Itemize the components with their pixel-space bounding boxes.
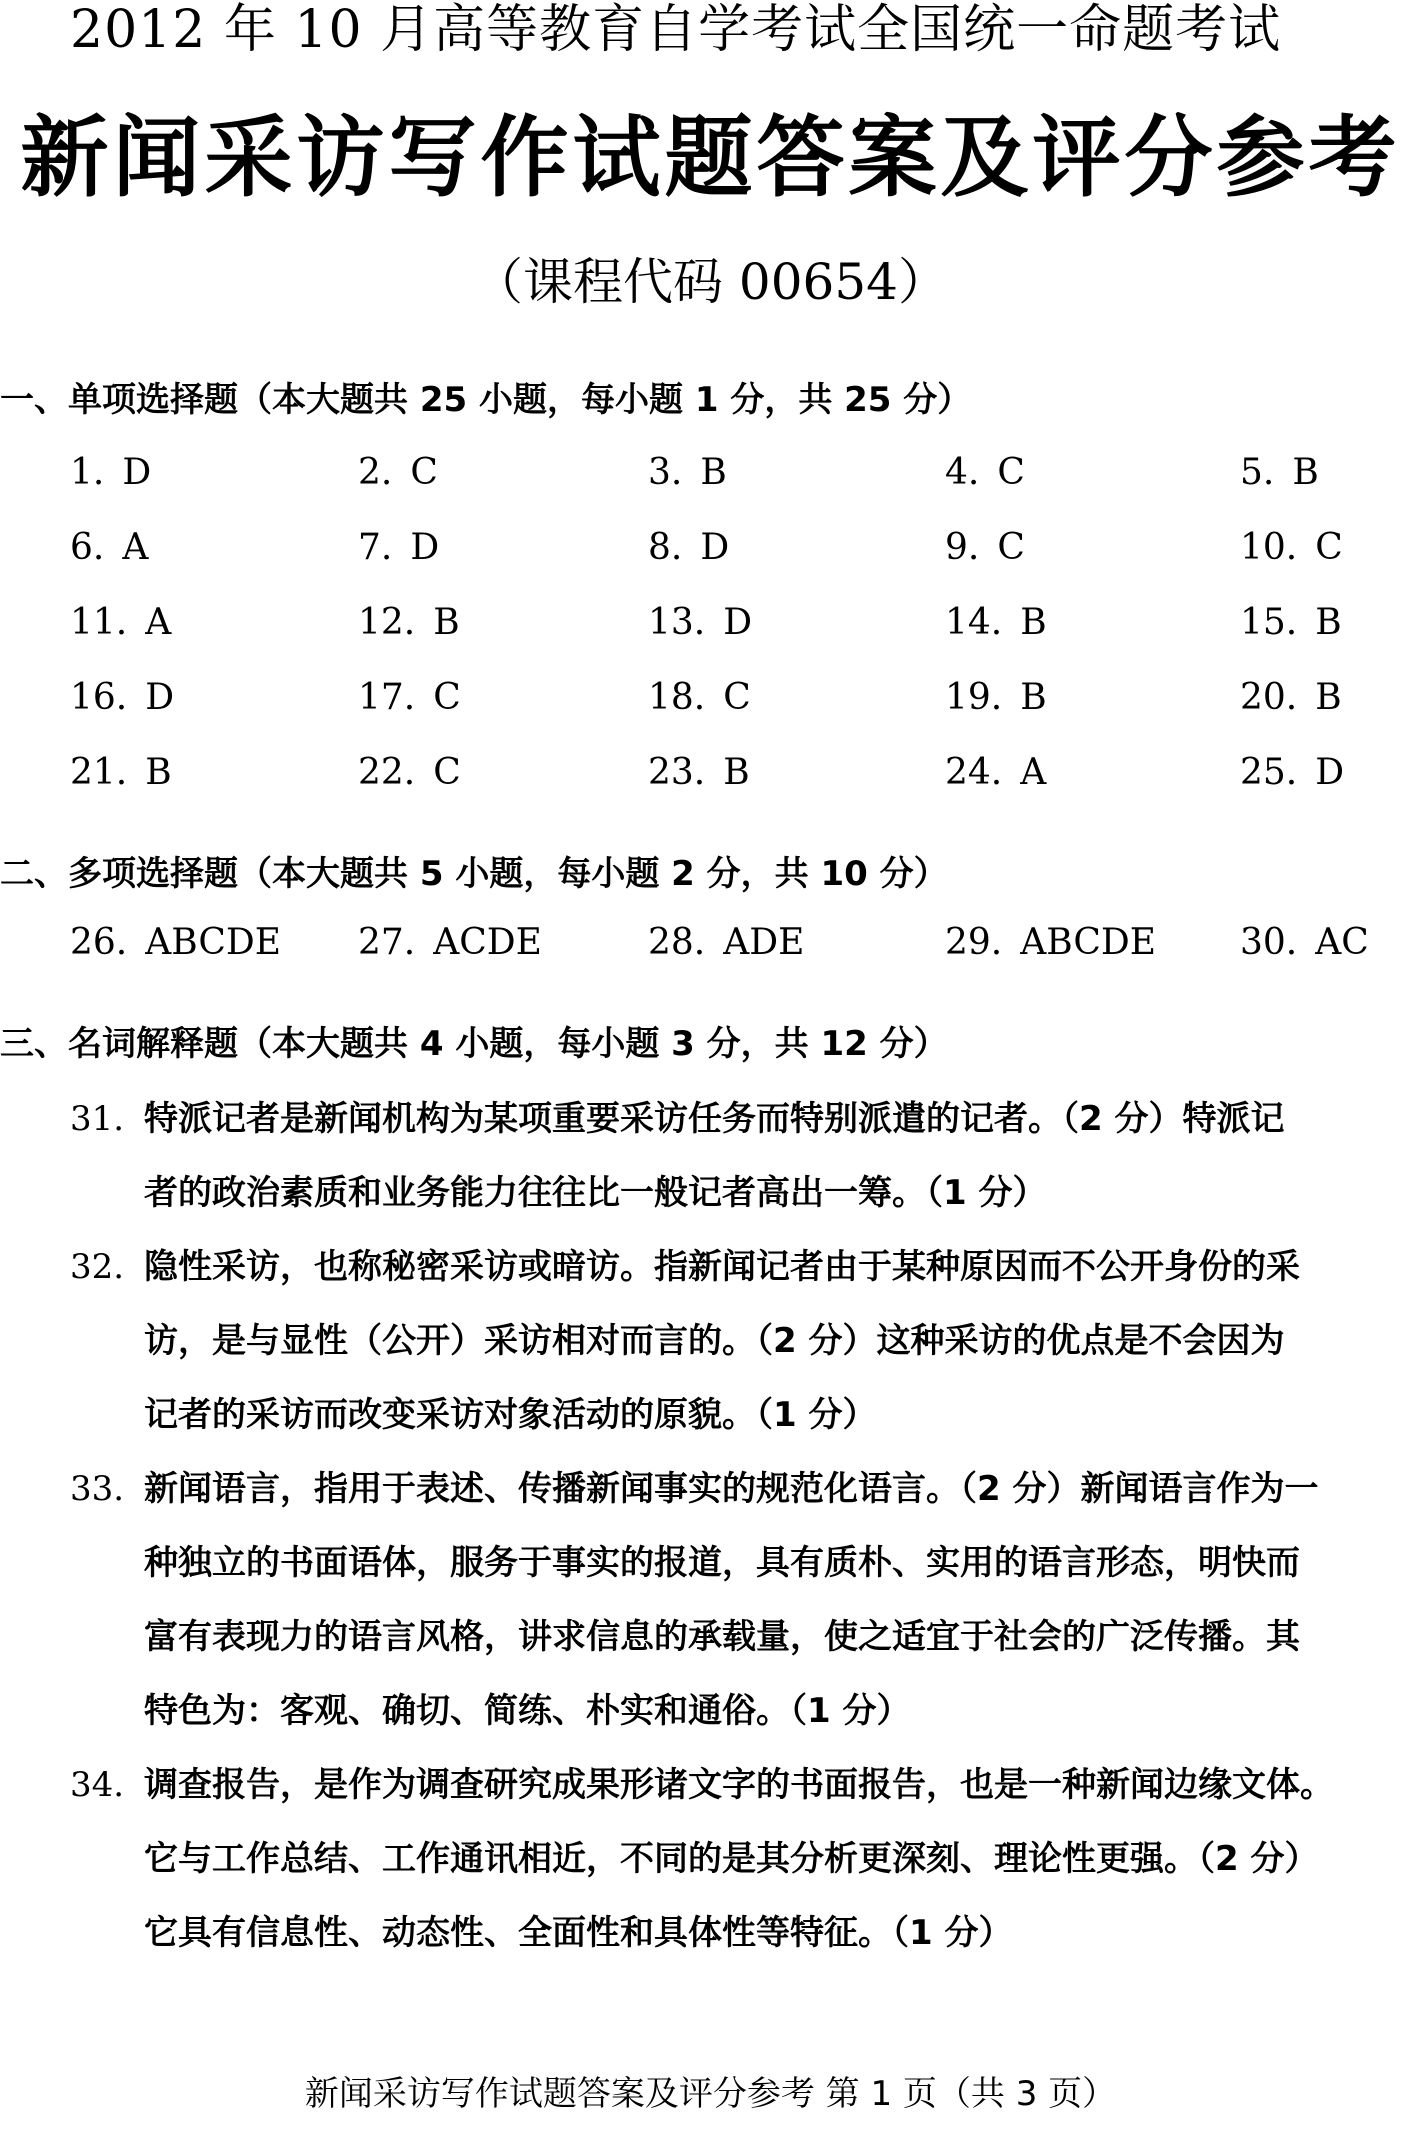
answer-item bbox=[358, 748, 461, 798]
answer-item bbox=[70, 523, 148, 573]
answer-item bbox=[1240, 918, 1369, 968]
answer-value: C bbox=[433, 752, 461, 793]
answer-item bbox=[648, 598, 752, 648]
answer-value: ABCDE bbox=[1020, 922, 1157, 963]
answer-value: B bbox=[723, 752, 750, 793]
answer-value: D bbox=[145, 677, 175, 718]
question-number: 18. bbox=[648, 677, 706, 718]
answer-item bbox=[358, 523, 439, 573]
answer-item bbox=[648, 748, 750, 798]
section3-heading: 三、名词解释题（本大题共 4 小题，每小题 3 分，共 12 分） bbox=[0, 1024, 948, 1064]
page-title: 新闻采访写作试题答案及评分参考 bbox=[20, 106, 1401, 209]
answer-text: 特派记者是新闻机构为某项重要采访任务而特别派遣的记者。（2 分）特派记 bbox=[144, 1099, 1285, 1139]
answer-text: 记者的采访而改变采访对象活动的原貌。（1 分） bbox=[144, 1395, 877, 1435]
answer-item bbox=[945, 598, 1047, 648]
answer-value: D bbox=[700, 527, 730, 568]
answer-value: A bbox=[145, 602, 172, 643]
answer-line bbox=[70, 1748, 1400, 1822]
answer-item bbox=[1240, 598, 1342, 648]
answer-value: D bbox=[723, 602, 753, 643]
question-number: 28. bbox=[648, 922, 706, 963]
question-number: 4. bbox=[945, 452, 980, 493]
answer-line bbox=[70, 1156, 1400, 1230]
answer-value: C bbox=[1315, 527, 1343, 568]
answer-line bbox=[70, 1082, 1400, 1156]
answer-item bbox=[945, 918, 1156, 968]
answer-item bbox=[648, 523, 729, 573]
answer-item bbox=[1240, 673, 1342, 723]
question-number: 13. bbox=[648, 602, 706, 643]
answer-value: B bbox=[1315, 677, 1342, 718]
answer-item bbox=[70, 673, 174, 723]
answer-value: C bbox=[997, 527, 1025, 568]
answer-value: ADE bbox=[723, 922, 805, 963]
answer-text: 种独立的书面语体，服务于事实的报道，具有质朴、实用的语言形态，明快而 bbox=[144, 1543, 1300, 1583]
course-code: （课程代码 00654） bbox=[473, 253, 948, 311]
answer-item bbox=[358, 918, 542, 968]
question-number: 14. bbox=[945, 602, 1003, 643]
answer-text: 它具有信息性、动态性、全面性和具体性等特征。（1 分） bbox=[144, 1913, 1013, 1953]
answer-value: B bbox=[1020, 677, 1047, 718]
section1-heading: 一、单项选择题（本大题共 25 小题，每小题 1 分，共 25 分） bbox=[0, 380, 972, 420]
definition-answer bbox=[70, 1082, 1400, 1230]
answer-item bbox=[70, 748, 172, 798]
question-number: 17. bbox=[358, 677, 416, 718]
answer-line bbox=[70, 1822, 1400, 1896]
answer-value: D bbox=[1315, 752, 1345, 793]
answer-line bbox=[70, 1304, 1400, 1378]
question-number: 26. bbox=[70, 922, 128, 963]
answer-item bbox=[648, 918, 804, 968]
question-number: 6. bbox=[70, 527, 105, 568]
question-number: 21. bbox=[70, 752, 128, 793]
question-number: 20. bbox=[1240, 677, 1298, 718]
question-number: 7. bbox=[358, 527, 393, 568]
question-number: 9. bbox=[945, 527, 980, 568]
answer-value: AC bbox=[1315, 922, 1369, 963]
answer-line bbox=[70, 1896, 1400, 1970]
answer-line bbox=[70, 1674, 1400, 1748]
answer-item bbox=[945, 748, 1046, 798]
question-number: 19. bbox=[945, 677, 1003, 718]
question-number: 33. bbox=[70, 1469, 125, 1509]
answer-text: 者的政治素质和业务能力往往比一般记者高出一筹。（1 分） bbox=[144, 1173, 1047, 1213]
answer-value: B bbox=[700, 452, 727, 493]
exam-header: 2012 年 10 月高等教育自学考试全国统一命题考试 bbox=[70, 0, 1282, 60]
answer-item bbox=[945, 523, 1025, 573]
answer-item bbox=[1240, 523, 1343, 573]
answer-value: B bbox=[145, 752, 172, 793]
question-number: 15. bbox=[1240, 602, 1298, 643]
answer-item bbox=[945, 448, 1025, 498]
answer-item bbox=[945, 673, 1047, 723]
answer-value: C bbox=[997, 452, 1025, 493]
answer-text: 调查报告，是作为调查研究成果形诸文字的书面报告，也是一种新闻边缘文体。 bbox=[144, 1765, 1334, 1805]
answer-item bbox=[70, 918, 281, 968]
answer-item bbox=[358, 598, 460, 648]
answer-value: B bbox=[1292, 452, 1319, 493]
question-number: 24. bbox=[945, 752, 1003, 793]
answer-line bbox=[70, 1600, 1400, 1674]
answer-text: 富有表现力的语言风格，讲求信息的承载量，使之适宜于社会的广泛传播。其 bbox=[144, 1617, 1300, 1657]
answer-value: C bbox=[433, 677, 461, 718]
question-number: 31. bbox=[70, 1099, 125, 1139]
answer-item bbox=[70, 448, 151, 498]
question-number: 29. bbox=[945, 922, 1003, 963]
question-number: 5. bbox=[1240, 452, 1275, 493]
answer-item bbox=[70, 598, 171, 648]
question-number: 16. bbox=[70, 677, 128, 718]
answer-value: B bbox=[433, 602, 460, 643]
question-number: 32. bbox=[70, 1247, 125, 1287]
answer-line bbox=[70, 1230, 1400, 1304]
question-number: 10. bbox=[1240, 527, 1298, 568]
answer-item bbox=[358, 448, 438, 498]
answer-item bbox=[648, 448, 727, 498]
answer-text: 访，是与显性（公开）采访相对而言的。（2 分）这种采访的优点是不会因为 bbox=[144, 1321, 1285, 1361]
answer-line bbox=[70, 1378, 1400, 1452]
question-number: 27. bbox=[358, 922, 416, 963]
question-number: 8. bbox=[648, 527, 683, 568]
question-number: 23. bbox=[648, 752, 706, 793]
answer-text: 新闻语言，指用于表述、传播新闻事实的规范化语言。（2 分）新闻语言作为一 bbox=[144, 1469, 1319, 1509]
section2-heading: 二、多项选择题（本大题共 5 小题，每小题 2 分，共 10 分） bbox=[0, 854, 948, 894]
question-number: 1. bbox=[70, 452, 105, 493]
answer-item bbox=[1240, 748, 1344, 798]
answer-line bbox=[70, 1452, 1400, 1526]
answer-text: 它与工作总结、工作通讯相近，不同的是其分析更深刻、理论性更强。（2 分） bbox=[144, 1839, 1319, 1879]
question-number: 12. bbox=[358, 602, 416, 643]
answer-item bbox=[358, 673, 461, 723]
question-number: 2. bbox=[358, 452, 393, 493]
answer-value: D bbox=[410, 527, 440, 568]
answer-value: D bbox=[122, 452, 152, 493]
answer-value: C bbox=[723, 677, 751, 718]
answer-text: 隐性采访，也称秘密采访或暗访。指新闻记者由于某种原因而不公开身份的采 bbox=[144, 1247, 1300, 1287]
question-number: 25. bbox=[1240, 752, 1298, 793]
definition-answer bbox=[70, 1230, 1400, 1452]
answer-value: A bbox=[1020, 752, 1047, 793]
answer-item bbox=[648, 673, 751, 723]
question-number: 34. bbox=[70, 1765, 125, 1805]
question-number: 3. bbox=[648, 452, 683, 493]
question-number: 11. bbox=[70, 602, 128, 643]
definition-answer bbox=[70, 1748, 1400, 1970]
question-number: 22. bbox=[358, 752, 416, 793]
page-footer: 新闻采访写作试题答案及评分参考 第 1 页（共 3 页） bbox=[304, 2074, 1117, 2114]
answer-value: B bbox=[1020, 602, 1047, 643]
answer-value: ACDE bbox=[433, 922, 542, 963]
answer-value: A bbox=[122, 527, 149, 568]
answer-value: ABCDE bbox=[145, 922, 282, 963]
answer-item bbox=[1240, 448, 1319, 498]
answer-value: B bbox=[1315, 602, 1342, 643]
answer-text: 特色为：客观、确切、简练、朴实和通俗。（1 分） bbox=[144, 1691, 911, 1731]
answer-line bbox=[70, 1526, 1400, 1600]
answer-value: C bbox=[410, 452, 438, 493]
definition-answer bbox=[70, 1452, 1400, 1748]
question-number: 30. bbox=[1240, 922, 1298, 963]
